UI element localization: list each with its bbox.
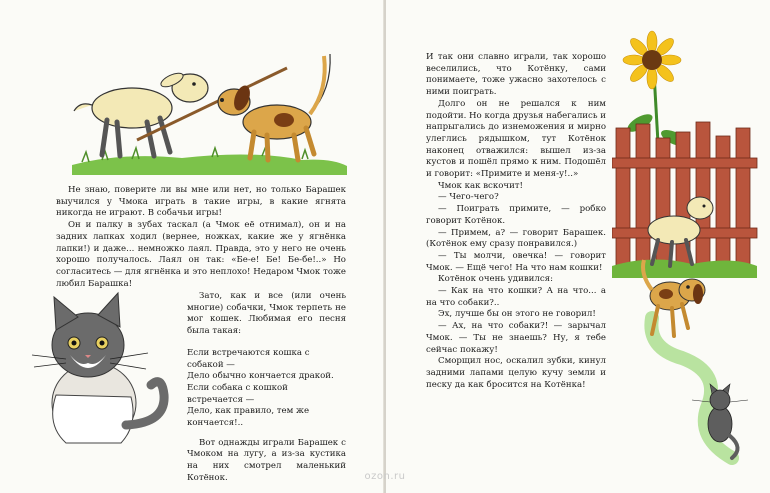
- left-page: [0, 0, 384, 493]
- right-text-column: [426, 52, 606, 391]
- paragraph: — Чего-чего?: [438, 192, 499, 203]
- left-text-column: [187, 291, 346, 485]
- poem-line: Дело обычно кончается дракой.: [187, 371, 334, 382]
- paragraph: — Ты молчи, овечка! — говорит Чмок. — Ещё чего! На что нам кошки!: [426, 250, 606, 273]
- watermark: ozon.ru: [364, 471, 406, 482]
- poem-line: Если встречаются кошка с собакой —: [187, 347, 310, 370]
- sunflower-fence-animals-illustration: [612, 28, 762, 468]
- left-text-top: [56, 185, 346, 290]
- right-page: [386, 0, 770, 493]
- paragraph: — Поиграть примите, — робко говорит Котёнок.: [426, 204, 606, 226]
- paragraph: Котёнок очень удивился:: [438, 274, 553, 285]
- poem-line: Дело, как правило, тем же кончается!..: [187, 406, 310, 429]
- poem-line: Если собака с кошкой встречается —: [187, 382, 288, 405]
- paragraph: И так они славно играли, так хорошо веселились, что Котёнку, сами понимаете, тоже ужасно захотелось с ними поиграть.: [426, 52, 606, 98]
- paragraph: Долго он не решался к ним подойти. Но когда друзья набегались и напрыгались до изнеможения и мирно улеглись рядышком, тут Котёнок наконец отважился: вышел из-за кустов и пошёл прямо к ним. Подошёл и говорит: «Примите и меня-у!..»: [426, 98, 606, 180]
- paragraph: — Примем, а? — говорит Барашек. (Котёнок ему сразу понравился.): [426, 227, 606, 250]
- lamb-and-puppy-illustration: [62, 40, 352, 175]
- paragraph: Эх, лучше бы он этого не говорил!: [438, 309, 596, 320]
- paragraph: Он и палку в зубах таскал (а Чмок её отнимал), он и на задних лапках ходил (вернее, ножках, какие же у ягнёнка лапки!) и даже... немножко лаял. Правда, это у него не очень хорошо получалось. Лаял он так: «Бе-е! Бе! Бе-бе!..» Но согласитесь — для ягнёнка и это неплохо! Недаром Чмок тоже любил Барашка!: [56, 220, 346, 289]
- paragraph: — Как на что кошки? А на что... а на что собаки?..: [426, 286, 606, 308]
- paragraph: Чмок как вскочит!: [438, 180, 524, 191]
- paragraph: Зато, как и все (или очень многие) собачки, Чмок терпеть не мог кошек. Любимая его песня была такая:: [187, 291, 346, 337]
- paragraph: Сморщил нос, оскалил зубки, кинул задними лапами целую кучу земли и песку да как бросится на Котёнка!: [426, 356, 606, 390]
- kitten-illustration: [26, 285, 174, 450]
- paragraph: Не знаю, поверите ли вы мне или нет, но только Барашек выучился у Чмока играть в такие игры, в какие ягнята никогда не играют. В собачьи игры!: [56, 185, 346, 219]
- paragraph: — Ах, на что собаки?! — зарычал Чмок. — Ты не знаешь? Ну, я тебе сейчас покажу!: [426, 321, 606, 355]
- song-poem: [187, 348, 346, 430]
- paragraph: Вот однажды играли Барашек с Чмоком на лугу, а из-за кустика на них смотрел маленький Котёнок.: [187, 437, 346, 483]
